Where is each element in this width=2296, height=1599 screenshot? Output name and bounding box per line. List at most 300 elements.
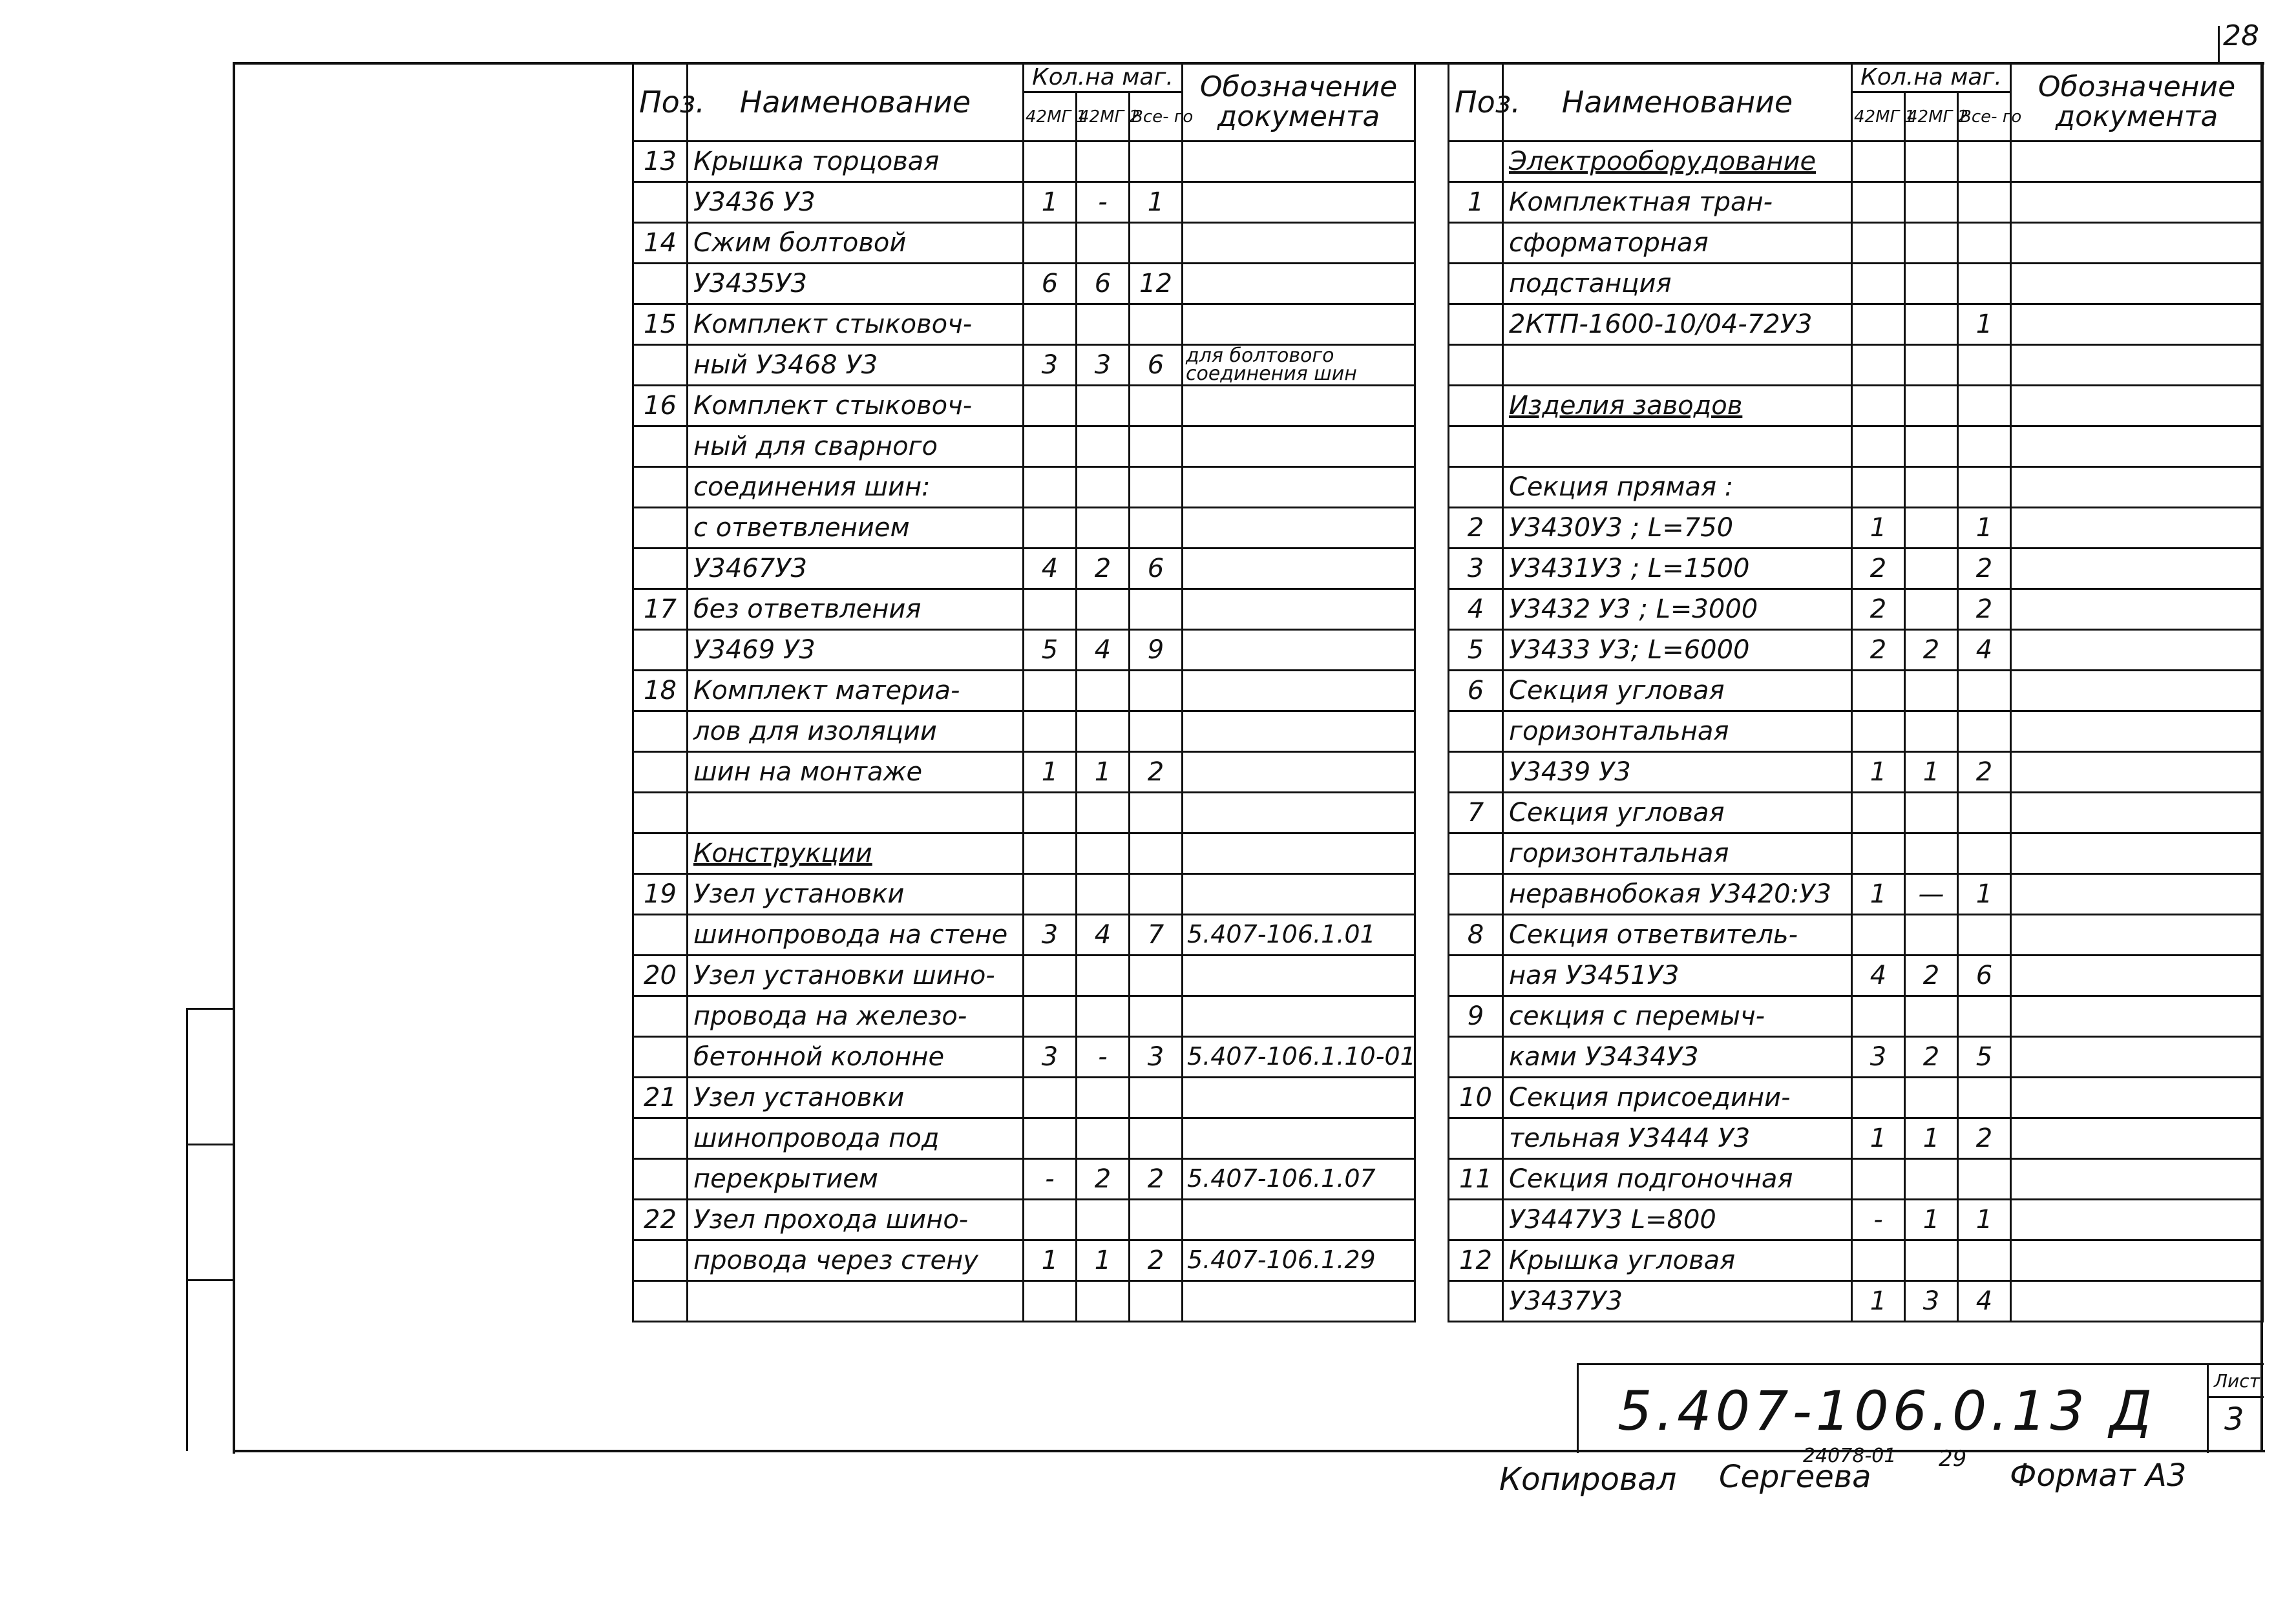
table-row <box>1449 589 2263 630</box>
row-name: У3436 У3 <box>688 182 1024 223</box>
row-qty-1: 3 <box>1024 915 1077 956</box>
row-name: Комплект стыковоч- <box>688 386 1024 426</box>
row-doc <box>1183 589 1415 630</box>
row-name: Узел прохода шино- <box>688 1200 1024 1240</box>
row-name: Комплектная тран- <box>1503 182 1852 223</box>
row-pos: 19 <box>633 874 688 915</box>
row-pos <box>633 915 688 956</box>
table-row <box>633 630 1415 671</box>
row-qty-2 <box>1077 1078 1130 1118</box>
row-doc <box>1183 223 1415 264</box>
row-name: Изделия заводов <box>1503 386 1852 426</box>
row-qty-total <box>1130 874 1183 915</box>
row-qty-1 <box>1852 264 1905 304</box>
row-qty-2 <box>1905 915 1958 956</box>
row-qty-total <box>1130 671 1183 711</box>
row-qty-2: - <box>1077 182 1130 223</box>
row-doc <box>2011 182 2263 223</box>
row-qty-1 <box>1024 508 1077 549</box>
row-pos <box>633 345 688 386</box>
row-qty-2 <box>1077 304 1130 345</box>
row-qty-1 <box>1852 223 1905 264</box>
table-row <box>633 141 1415 182</box>
row-qty-1: 5 <box>1024 630 1077 671</box>
row-qty-2: 1 <box>1905 752 1958 793</box>
row-doc <box>1183 467 1415 508</box>
row-name: Крышка угловая <box>1503 1240 1852 1281</box>
row-doc <box>1183 793 1415 833</box>
row-qty-total: 4 <box>1958 1281 2011 1322</box>
row-qty-2 <box>1077 508 1130 549</box>
row-name: У3430У3 ; L=750 <box>1503 508 1852 549</box>
table-row <box>1449 874 2263 915</box>
row-qty-total <box>1958 1078 2011 1118</box>
row-qty-2 <box>1077 467 1130 508</box>
row-qty-2: 2 <box>1077 549 1130 589</box>
row-qty-1 <box>1852 793 1905 833</box>
row-qty-2 <box>1077 711 1130 752</box>
row-qty-1 <box>1024 1200 1077 1240</box>
row-qty-1: 1 <box>1024 752 1077 793</box>
row-qty-1 <box>1024 223 1077 264</box>
row-pos: 22 <box>633 1200 688 1240</box>
row-name: сформаторная <box>1503 223 1852 264</box>
row-doc <box>1183 711 1415 752</box>
row-pos <box>633 833 688 874</box>
row-qty-2 <box>1905 508 1958 549</box>
row-name: У3435У3 <box>688 264 1024 304</box>
row-pos <box>633 711 688 752</box>
spec-table-right <box>1448 62 2264 1322</box>
row-qty-total: 6 <box>1130 549 1183 589</box>
row-name: У3469 У3 <box>688 630 1024 671</box>
row-pos: 10 <box>1449 1078 1503 1118</box>
row-qty-1: 2 <box>1852 589 1905 630</box>
row-qty-1: - <box>1024 1159 1077 1200</box>
row-doc <box>1183 671 1415 711</box>
row-qty-total <box>1958 264 2011 304</box>
row-qty-2 <box>1905 711 1958 752</box>
row-qty-2: 3 <box>1077 345 1130 386</box>
row-doc: для болтового соединения шин <box>1183 345 1415 386</box>
row-name: Секция ответвитель- <box>1503 915 1852 956</box>
row-qty-2: 4 <box>1077 915 1130 956</box>
row-name: Узел установки <box>688 874 1024 915</box>
row-doc <box>2011 1037 2263 1078</box>
row-qty-2 <box>1905 1159 1958 1200</box>
row-pos: 15 <box>633 304 688 345</box>
row-qty-1 <box>1852 304 1905 345</box>
row-qty-2 <box>1077 833 1130 874</box>
table-row <box>1449 345 2263 386</box>
row-doc <box>2011 1118 2263 1159</box>
row-doc <box>2011 671 2263 711</box>
row-qty-2 <box>1077 1281 1130 1322</box>
row-name: Электрооборудование <box>1503 141 1852 182</box>
row-qty-total: 3 <box>1130 1037 1183 1078</box>
row-name: Комплект материа- <box>688 671 1024 711</box>
row-doc <box>1183 141 1415 182</box>
row-qty-2 <box>1077 589 1130 630</box>
row-pos <box>633 467 688 508</box>
header-pos: Поз. <box>633 63 688 141</box>
table-row <box>1449 141 2263 182</box>
row-name: Секция угловая <box>1503 671 1852 711</box>
row-qty-2: 3 <box>1905 1281 1958 1322</box>
row-doc <box>1183 1118 1415 1159</box>
row-name: ный для сварного <box>688 426 1024 467</box>
row-pos <box>1449 752 1503 793</box>
table-row <box>1449 508 2263 549</box>
row-name: неравнобокая У3420:У3 <box>1503 874 1852 915</box>
row-name: перекрытием <box>688 1159 1024 1200</box>
row-doc <box>1183 752 1415 793</box>
row-pos <box>1449 223 1503 264</box>
row-doc <box>2011 304 2263 345</box>
row-qty-1 <box>1852 467 1905 508</box>
table-row <box>633 833 1415 874</box>
table-row <box>1449 1037 2263 1078</box>
row-qty-1 <box>1852 1159 1905 1200</box>
row-doc <box>2011 508 2263 549</box>
row-qty-total <box>1958 1159 2011 1200</box>
row-doc <box>1183 1281 1415 1322</box>
row-doc <box>1183 549 1415 589</box>
header-qty-2: 42МГ 2 <box>1077 92 1130 141</box>
row-qty-1: 2 <box>1852 549 1905 589</box>
row-doc <box>1183 833 1415 874</box>
row-pos: 6 <box>1449 671 1503 711</box>
table-row <box>633 1281 1415 1322</box>
row-qty-1 <box>1852 182 1905 223</box>
row-name: Секция присоедини- <box>1503 1078 1852 1118</box>
row-qty-2 <box>1077 793 1130 833</box>
row-qty-total: 1 <box>1958 508 2011 549</box>
row-qty-1 <box>1024 1118 1077 1159</box>
row-qty-2 <box>1905 345 1958 386</box>
row-name: У3439 У3 <box>1503 752 1852 793</box>
row-qty-1 <box>1852 915 1905 956</box>
row-pos <box>1449 1118 1503 1159</box>
row-qty-1 <box>1852 345 1905 386</box>
row-qty-2 <box>1905 264 1958 304</box>
row-qty-total <box>1958 182 2011 223</box>
row-pos: 9 <box>1449 996 1503 1037</box>
row-pos <box>1449 141 1503 182</box>
row-qty-2 <box>1905 793 1958 833</box>
table-row <box>633 1118 1415 1159</box>
row-name: шин на монтаже <box>688 752 1024 793</box>
row-doc <box>2011 467 2263 508</box>
header-qty-total: Все- го <box>1130 92 1183 141</box>
row-name: У3437У3 <box>1503 1281 1852 1322</box>
row-name: ный У3468 У3 <box>688 345 1024 386</box>
row-doc <box>1183 304 1415 345</box>
row-qty-2 <box>1077 996 1130 1037</box>
row-qty-total: 1 <box>1958 1200 2011 1240</box>
table-row <box>633 1037 1415 1078</box>
table-row <box>633 1159 1415 1200</box>
row-qty-2 <box>1077 223 1130 264</box>
row-pos <box>1449 264 1503 304</box>
row-name: У3467У3 <box>688 549 1024 589</box>
row-qty-2: 1 <box>1077 1240 1130 1281</box>
footer-copier-name: Сергеева <box>1719 1459 1871 1495</box>
row-qty-1 <box>1852 426 1905 467</box>
row-doc <box>2011 549 2263 589</box>
row-pos: 21 <box>633 1078 688 1118</box>
row-qty-total <box>1958 996 2011 1037</box>
row-doc <box>1183 264 1415 304</box>
row-qty-1 <box>1024 996 1077 1037</box>
row-pos <box>1449 1200 1503 1240</box>
row-pos: 13 <box>633 141 688 182</box>
row-doc <box>2011 223 2263 264</box>
row-doc <box>1183 874 1415 915</box>
table-row <box>633 223 1415 264</box>
table-row <box>633 426 1415 467</box>
row-qty-total: 7 <box>1130 915 1183 956</box>
row-name: У3432 У3 ; L=3000 <box>1503 589 1852 630</box>
row-pos <box>633 630 688 671</box>
page-number-bar <box>2218 26 2220 62</box>
row-name: Узел установки шино- <box>688 956 1024 996</box>
table-row <box>1449 711 2263 752</box>
row-qty-1 <box>1852 671 1905 711</box>
row-pos: 14 <box>633 223 688 264</box>
row-qty-1 <box>1852 386 1905 426</box>
row-qty-2: 1 <box>1905 1118 1958 1159</box>
row-pos: 4 <box>1449 589 1503 630</box>
row-qty-total <box>1958 345 2011 386</box>
row-qty-total <box>1130 833 1183 874</box>
table-row <box>633 264 1415 304</box>
row-doc <box>1183 996 1415 1037</box>
row-pos: 5 <box>1449 630 1503 671</box>
row-qty-1: 1 <box>1852 508 1905 549</box>
row-pos <box>633 752 688 793</box>
row-qty-2 <box>1077 386 1130 426</box>
table-row <box>1449 793 2263 833</box>
table-row <box>1449 386 2263 426</box>
row-qty-total <box>1130 1078 1183 1118</box>
row-doc <box>2011 1078 2263 1118</box>
row-pos <box>1449 833 1503 874</box>
row-qty-total: 1 <box>1130 182 1183 223</box>
row-qty-1 <box>1024 141 1077 182</box>
row-name: бетонной колонне <box>688 1037 1024 1078</box>
row-qty-total <box>1130 711 1183 752</box>
row-doc <box>2011 833 2263 874</box>
row-doc <box>1183 1200 1415 1240</box>
row-name <box>688 1281 1024 1322</box>
row-qty-total: 9 <box>1130 630 1183 671</box>
row-name: горизонтальная <box>1503 711 1852 752</box>
row-doc: 5.407-106.1.29 <box>1183 1240 1415 1281</box>
row-qty-1: 4 <box>1852 956 1905 996</box>
row-doc <box>2011 874 2263 915</box>
row-doc <box>2011 996 2263 1037</box>
row-doc <box>2011 386 2263 426</box>
row-pos <box>633 264 688 304</box>
row-name: подстанция <box>1503 264 1852 304</box>
row-qty-total <box>1958 467 2011 508</box>
table-row <box>1449 549 2263 589</box>
row-qty-total: 6 <box>1958 956 2011 996</box>
row-qty-total: 12 <box>1130 264 1183 304</box>
row-qty-2 <box>1077 874 1130 915</box>
row-qty-total <box>1130 793 1183 833</box>
row-pos: 17 <box>633 589 688 630</box>
row-qty-2 <box>1905 304 1958 345</box>
header-doc: Обозначение документа <box>2011 63 2263 141</box>
footer-order-number: 24078-01 <box>1803 1445 1897 1467</box>
row-doc <box>1183 630 1415 671</box>
row-doc <box>2011 345 2263 386</box>
row-doc <box>2011 915 2263 956</box>
table-row <box>1449 996 2263 1037</box>
row-pos <box>633 793 688 833</box>
header-pos: Поз. <box>1449 63 1503 141</box>
row-doc <box>2011 141 2263 182</box>
row-qty-2 <box>1077 141 1130 182</box>
row-qty-total <box>1130 386 1183 426</box>
row-qty-total <box>1130 141 1183 182</box>
table-row <box>633 508 1415 549</box>
row-qty-1: 3 <box>1852 1037 1905 1078</box>
table-row <box>633 793 1415 833</box>
footer-copied-by: Копировал <box>1499 1461 1677 1498</box>
row-pos: 7 <box>1449 793 1503 833</box>
footer-extra-number: 29 <box>1939 1446 1967 1472</box>
row-doc <box>2011 1159 2263 1200</box>
row-doc <box>1183 386 1415 426</box>
row-qty-1 <box>1024 467 1077 508</box>
row-pos <box>633 1159 688 1200</box>
row-name: секция с перемыч- <box>1503 996 1852 1037</box>
row-pos <box>1449 956 1503 996</box>
row-qty-total <box>1130 223 1183 264</box>
row-qty-1: 6 <box>1024 264 1077 304</box>
row-qty-2 <box>1905 386 1958 426</box>
table-row <box>1449 426 2263 467</box>
row-name: У3447У3 L=800 <box>1503 1200 1852 1240</box>
row-qty-total <box>1130 426 1183 467</box>
row-qty-2: 6 <box>1077 264 1130 304</box>
footer-format: Формат А3 <box>2010 1458 2187 1494</box>
row-name: Секция угловая <box>1503 793 1852 833</box>
table-row <box>633 589 1415 630</box>
row-pos <box>1449 467 1503 508</box>
row-pos: 11 <box>1449 1159 1503 1200</box>
row-name: тельная У3444 У3 <box>1503 1118 1852 1159</box>
row-name: ная У3451У3 <box>1503 956 1852 996</box>
row-doc <box>2011 630 2263 671</box>
row-qty-total <box>1130 996 1183 1037</box>
row-pos: 12 <box>1449 1240 1503 1281</box>
row-qty-2: 1 <box>1077 752 1130 793</box>
row-pos <box>1449 711 1503 752</box>
row-doc <box>2011 711 2263 752</box>
table-row <box>633 1200 1415 1240</box>
header-qty-group: Кол.на маг. <box>1024 63 1183 92</box>
row-pos: 3 <box>1449 549 1503 589</box>
row-doc <box>1183 956 1415 996</box>
table-row <box>633 386 1415 426</box>
row-qty-2: 2 <box>1905 1037 1958 1078</box>
row-pos <box>633 426 688 467</box>
table-row <box>633 874 1415 915</box>
row-qty-total <box>1958 671 2011 711</box>
table-row <box>1449 671 2263 711</box>
row-pos: 1 <box>1449 182 1503 223</box>
row-pos <box>1449 304 1503 345</box>
row-qty-1 <box>1024 833 1077 874</box>
row-qty-total <box>1958 223 2011 264</box>
row-name <box>1503 345 1852 386</box>
row-qty-total <box>1130 956 1183 996</box>
table-row <box>1449 1159 2263 1200</box>
row-doc <box>1183 182 1415 223</box>
row-qty-total: 2 <box>1958 589 2011 630</box>
row-qty-2: 2 <box>1905 630 1958 671</box>
row-qty-2 <box>1905 671 1958 711</box>
row-qty-total: 2 <box>1130 1240 1183 1281</box>
document-code: 5.407-106.0.13 Д <box>1617 1379 2156 1443</box>
header-qty-total: Все- го <box>1958 92 2011 141</box>
row-qty-1 <box>1852 833 1905 874</box>
table-row <box>1449 1281 2263 1322</box>
row-name: 2КТП-1600-10/04-72У3 <box>1503 304 1852 345</box>
row-qty-2 <box>1905 1240 1958 1281</box>
table-row <box>633 752 1415 793</box>
table-row <box>1449 1078 2263 1118</box>
header-qty-group: Кол.на маг. <box>1852 63 2011 92</box>
row-qty-1 <box>1852 996 1905 1037</box>
row-pos <box>1449 1037 1503 1078</box>
table-row <box>1449 223 2263 264</box>
row-qty-total <box>1958 833 2011 874</box>
row-name: соединения шин: <box>688 467 1024 508</box>
row-pos <box>633 1281 688 1322</box>
row-doc <box>2011 264 2263 304</box>
row-doc <box>2011 1281 2263 1322</box>
row-qty-1 <box>1024 793 1077 833</box>
sheet-number: 3 <box>2224 1401 2244 1437</box>
row-qty-total <box>1130 508 1183 549</box>
row-qty-1: 3 <box>1024 1037 1077 1078</box>
row-qty-1: - <box>1852 1200 1905 1240</box>
table-row <box>1449 752 2263 793</box>
table-row <box>633 467 1415 508</box>
row-pos <box>633 1118 688 1159</box>
row-qty-1 <box>1852 1240 1905 1281</box>
table-row <box>633 671 1415 711</box>
row-qty-2: 4 <box>1077 630 1130 671</box>
row-qty-2: - <box>1077 1037 1130 1078</box>
table-row <box>633 915 1415 956</box>
header-name: Наименование <box>1503 63 1852 141</box>
row-qty-total: 1 <box>1958 874 2011 915</box>
sheet-divider <box>2209 1396 2264 1398</box>
row-qty-1 <box>1024 874 1077 915</box>
table-row <box>633 304 1415 345</box>
row-pos <box>633 508 688 549</box>
row-qty-1: 1 <box>1852 1118 1905 1159</box>
table-row <box>633 996 1415 1037</box>
row-name: Крышка торцовая <box>688 141 1024 182</box>
row-pos <box>1449 386 1503 426</box>
